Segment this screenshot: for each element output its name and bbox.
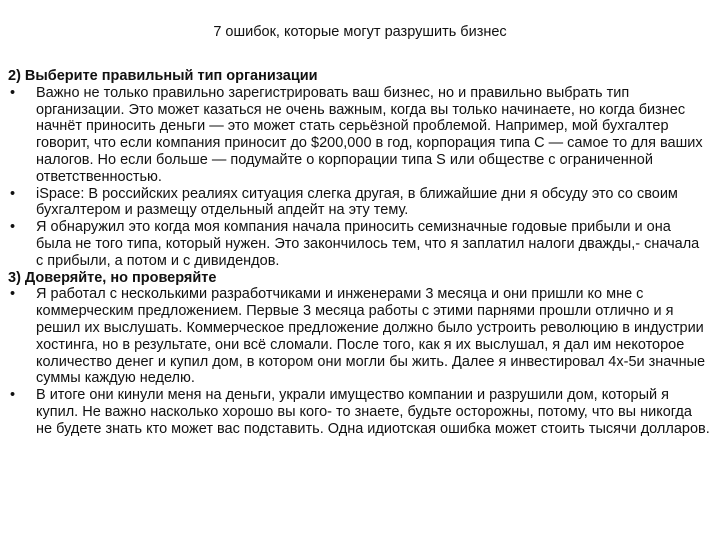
section-heading: 2) Выберите правильный тип организации [8, 68, 318, 84]
bullet-text: Я обнаружил это когда моя компания начала приносить семизначные годовые прибыли и она была не того типа, который нужен. Это закончилось тем, что я заплатил налоги дважды,- сначала с прибыли, а потом и с дивидендов. [36, 219, 700, 269]
bullet-item [8, 286, 710, 387]
bullet-item [8, 85, 710, 186]
bullet-text: В итоге они кинули меня на деньги, украли имущество компании и разрушили дом, который я купил. Не важно насколько хорошо вы кого- то знаете, будьте осторожны, потому, что вы никогда не будете знать кто может вас подставить. Одна идиотская ошибка может стоить тысячи долларов. [36, 387, 710, 437]
bullet-item [8, 219, 710, 269]
bullet-icon: • [10, 185, 16, 202]
bullet-icon: • [10, 286, 16, 303]
bullet-text: Я работал с несколькими разработчиками и инженерами 3 месяца и они пришли ко мне с коммерческим предложением. Первые 3 месяца работы с этими парнями прошли отлично и я решил их выслушать. Коммерческое предложение должно было устроить революцию в индустрии хостинга, но в результате, они всё сломали. После того, как я их выслушал, я дал им некоторое количество денег и купил дом, в котором они могли бы жить. Далее я инвестировал 4х-5и значные суммы каждую неделю. [36, 286, 706, 387]
bullet-icon: • [10, 84, 16, 101]
bullet-icon: • [10, 387, 16, 404]
bullet-text: iSpace: В российских реалиях ситуация слегка другая, в ближайшие дни я обсуду это со своим бухгалтером и размещу отдельный апдейт на эту тему. [36, 185, 678, 219]
slide-content [8, 68, 710, 438]
bullet-icon: • [10, 219, 16, 236]
bullet-text: Важно не только правильно зарегистрировать ваш бизнес, но и правильно выбрать тип организации. Это может казаться не очень важным, когда вы только начинаете, но когда бизнес начнёт приносить деньги — это может стать серьёзной проблемой. Например, мой бухгалтер говорит, что если компания приносит до $200,000 в год, корпорация типа С — самое то для ваших налогов. Но если больше — подумайте о корпорации типа S или обществе с ограниченной ответственностью. [36, 84, 703, 185]
bullet-item [8, 387, 710, 437]
bullet-item [8, 186, 710, 220]
section-heading: 3) Доверяйте, но проверяйте [8, 269, 217, 286]
page-title: 7 ошибок, которые могут разрушить бизнес [213, 24, 507, 40]
